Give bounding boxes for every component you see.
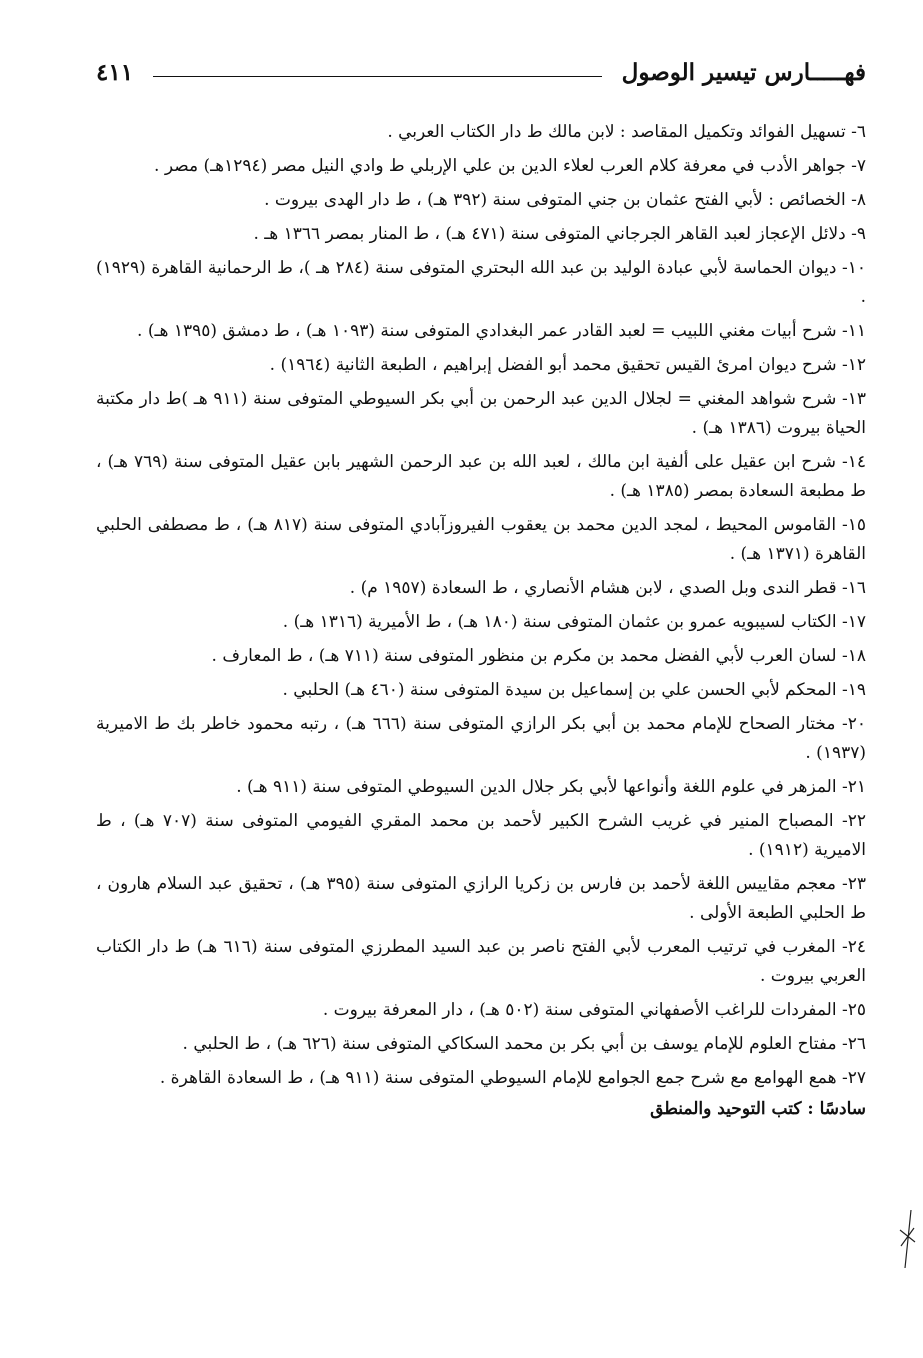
- page-number: ٤١١: [96, 58, 134, 86]
- bibliography-entry: ٦- تسهيل الفوائد وتكميل المقاصد : لابن مالك ط دار الكتاب العربي .: [387, 122, 866, 142]
- bibliography-entry: ٢٤- المغرب في ترتيب المعرب لأبي الفتح ناصر بن عبد السيد المطرزي المتوفى سنة (٦١٦ هـ) ط دار الكتاب العربي بيروت .: [96, 937, 866, 986]
- margin-star-mark-icon: [897, 1208, 917, 1270]
- bibliography-entry: ٢٧- همع الهوامع مع شرح جمع الجوامع للإمام السيوطي المتوفى سنة (٩١١ هـ) ، ط السعادة القاهرة .: [159, 1068, 866, 1088]
- bibliography-entry: ٢٠- مختار الصحاح للإمام محمد بن أبي بكر الرازي المتوفى سنة (٦٦٦ هـ) ، رتبه محمود خاطر بك ط الاميرية (١٩٣٧) .: [96, 714, 867, 763]
- bibliography-entry: ١٦- قطر الندى وبل الصدي ، لابن هشام الأنصاري ، ط السعادة (١٩٥٧ م) .: [349, 578, 866, 598]
- bibliography-entry: ١٩- المحكم لأبي الحسن علي بن إسماعيل بن سيدة المتوفى سنة (٤٦٠ هـ) الحلبي .: [282, 680, 866, 700]
- bibliography-entry: ١١- شرح أبيات مغني اللبيب = لعبد القادر عمر البغدادي المتوفى سنة (١٠٩٣ هـ) ، ط دمشق (١٣٩٥ هـ) .: [137, 321, 866, 341]
- running-title: فهـــــارس تيسير الوصول: [621, 58, 866, 86]
- bibliography-entry: ١٧- الكتاب لسيبويه عمرو بن عثمان المتوفى سنة (١٨٠ هـ) ، ط الأميرية (١٣١٦ هـ) .: [282, 612, 866, 632]
- bibliography-entry: ٩- دلائل الإعجاز لعبد القاهر الجرجاني المتوفى سنة (٤٧١ هـ) ، ط المنار بمصر ١٣٦٦ هـ .: [253, 224, 866, 244]
- bibliography-list: [96, 118, 866, 1124]
- page-header: [96, 52, 866, 92]
- bibliography-entry: ٢٥- المفردات للراغب الأصفهاني المتوفى سنة (٥٠٢ هـ) ، دار المعرفة بيروت .: [322, 1000, 866, 1020]
- bibliography-entry: ١٥- القاموس المحيط ، لمجد الدين محمد بن يعقوب الفيروزآبادي المتوفى سنة (٨١٧ هـ) ، ط مصطفى الحلبي القاهرة (١٣٧١ هـ) .: [96, 515, 866, 564]
- header-rule: [153, 76, 602, 77]
- bibliography-entry: ١٣- شرح شواهد المغني = لجلال الدين عبد الرحمن بن أبي بكر السيوطي المتوفى سنة (٩١١ هـ )ط دار مكتبة الحياة بيروت (١٣٨٦ هـ) .: [96, 389, 866, 438]
- bibliography-entry: ٢٣- معجم مقاييس اللغة لأحمد بن فارس بن زكريا الرازي المتوفى سنة (٣٩٥ هـ) ، تحقيق عبد السلام هارون ، ط الحلبي الطبعة الأولى .: [96, 874, 866, 923]
- bibliography-entry: ٢٢- المصباح المنير في غريب الشرح الكبير لأحمد بن محمد المقري الفيومي المتوفى سنة (٧٠٧ هـ) ، ط الاميرية (١٩١٢) .: [96, 811, 867, 860]
- bibliography-entry: ٨- الخصائص : لأبي الفتح عثمان بن جني المتوفى سنة (٣٩٢ هـ) ، ط دار الهدى بيروت .: [264, 190, 866, 210]
- bibliography-entry: ١٢- شرح ديوان امرئ القيس تحقيق محمد أبو الفضل إبراهيم ، الطبعة الثانية (١٩٦٤) .: [269, 355, 866, 375]
- bibliography-entry: ١٠- ديوان الحماسة لأبي عبادة الوليد بن عبد الله البحتري المتوفى سنة (٢٨٤ هـ )، ط الرحمانية القاهرة (١٩٢٩) .: [96, 258, 866, 307]
- bibliography-entry: ١٨- لسان العرب لأبي الفضل محمد بن مكرم بن منظور المتوفى سنة (٧١١ هـ) ، ط المعارف .: [211, 646, 866, 666]
- bibliography-entry: ٢١- المزهر في علوم اللغة وأنواعها لأبي بكر جلال الدين السيوطي المتوفى سنة (٩١١ هـ) .: [236, 777, 866, 797]
- bibliography-entry: ٧- جواهر الأدب في معرفة كلام العرب لعلاء الدين بن علي الإربلي ط وادي النيل مصر (١٢٩٤هـ) مصر .: [154, 156, 866, 176]
- bibliography-entry: ١٤- شرح ابن عقيل على ألفية ابن مالك ، لعبد الله بن عبد الرحمن الشهير بابن عقيل المتوفى سنة (٧٦٩ هـ) ، ط مطبعة السعادة بمصر (١٣٨٥ هـ) .: [96, 452, 866, 501]
- section-heading: سادسًا : كتب التوحيد والمنطق: [650, 1099, 866, 1119]
- bibliography-entry: ٢٦- مفتاح العلوم للإمام يوسف بن أبي بكر بن محمد السكاكي المتوفى سنة (٦٢٦ هـ) ، ط الحلبي .: [182, 1034, 866, 1054]
